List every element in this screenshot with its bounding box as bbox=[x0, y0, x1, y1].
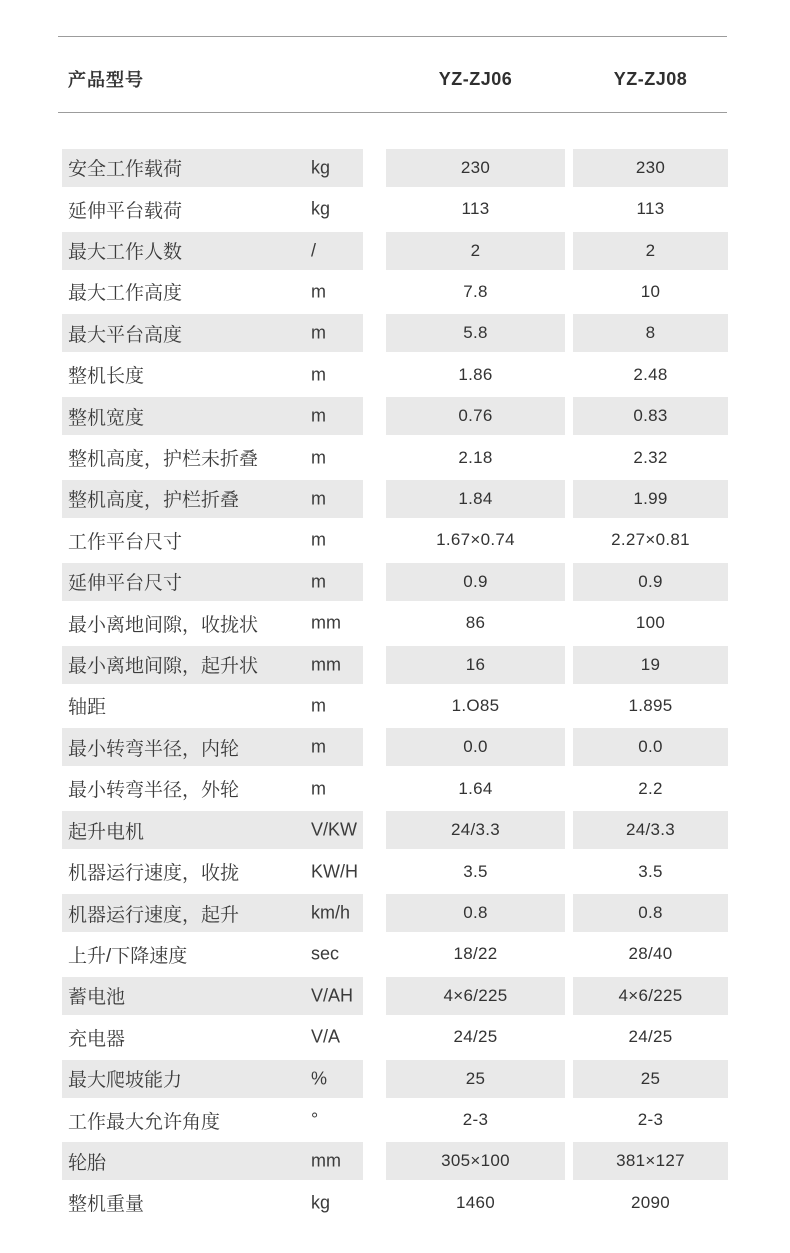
spec-label bbox=[62, 728, 363, 766]
spec-value-zj06: 24/3.3 bbox=[386, 811, 565, 849]
product-model-title: 产品型号 bbox=[68, 70, 144, 90]
column-gap bbox=[565, 770, 573, 808]
table-row bbox=[62, 810, 728, 851]
spec-label bbox=[62, 604, 363, 642]
spec-value-zj08: 19 bbox=[573, 646, 728, 684]
spec-unit: m bbox=[311, 281, 326, 302]
spec-unit: mm bbox=[311, 612, 341, 633]
column-gap bbox=[565, 1060, 573, 1098]
column-gap bbox=[363, 1184, 386, 1222]
spec-value-zj08: 4×6/225 bbox=[573, 977, 728, 1015]
spec-label-text: 整机高度，护栏未折叠 bbox=[68, 449, 259, 471]
table-row bbox=[62, 892, 728, 933]
table-row bbox=[62, 851, 728, 892]
column-gap bbox=[565, 314, 573, 352]
spec-label bbox=[62, 1060, 363, 1098]
spec-value-zj06: 16 bbox=[386, 646, 565, 684]
spec-label bbox=[62, 439, 363, 477]
table-row bbox=[62, 1017, 728, 1058]
spec-value-zj08: 10 bbox=[640, 281, 661, 301]
spec-value-zj08: 0.8 bbox=[573, 894, 728, 932]
spec-label bbox=[62, 853, 363, 891]
spec-label-text: 充电器 bbox=[68, 1028, 126, 1050]
spec-value-zj08: 2.2 bbox=[638, 778, 663, 798]
spec-value-zj06: 0.0 bbox=[386, 728, 565, 766]
column-gap bbox=[363, 190, 386, 228]
spec-value-zj06: 3.5 bbox=[463, 861, 488, 881]
column-gap bbox=[363, 935, 386, 973]
spec-label bbox=[62, 273, 363, 311]
table-row bbox=[62, 354, 728, 395]
spec-unit: m bbox=[311, 529, 326, 550]
spec-unit: V/KW bbox=[311, 819, 358, 840]
spec-unit: % bbox=[311, 1068, 328, 1089]
spec-value-zj08: 3.5 bbox=[638, 861, 663, 881]
column-gap bbox=[565, 273, 573, 311]
table-row bbox=[62, 768, 728, 809]
column-gap bbox=[363, 439, 386, 477]
spec-value-zj06: 0.76 bbox=[386, 397, 565, 435]
column-gap bbox=[363, 728, 386, 766]
column-gap bbox=[363, 563, 386, 601]
spec-value-zj06: 1.O85 bbox=[451, 695, 500, 715]
spec-label bbox=[62, 232, 363, 270]
column-gap bbox=[363, 1060, 386, 1098]
column-gap bbox=[363, 149, 386, 187]
spec-label-text: 工作平台尺寸 bbox=[68, 531, 183, 553]
spec-unit: kg bbox=[311, 1192, 331, 1213]
column-gap bbox=[565, 687, 573, 725]
column-gap bbox=[363, 977, 386, 1015]
spec-label-text: 最小转弯半径，外轮 bbox=[68, 780, 240, 802]
table-row bbox=[62, 975, 728, 1016]
spec-value-zj06: 230 bbox=[386, 149, 565, 187]
spec-unit: KW/H bbox=[311, 861, 358, 882]
column-gap bbox=[565, 604, 573, 642]
spec-value-zj06: 113 bbox=[461, 199, 490, 219]
spec-label-text: 安全工作载荷 bbox=[68, 159, 183, 181]
spec-value-zj08: 0.83 bbox=[573, 397, 728, 435]
column-gap bbox=[363, 853, 386, 891]
table-row bbox=[62, 395, 728, 436]
table-row bbox=[62, 602, 728, 643]
spec-label-text: 轮胎 bbox=[68, 1152, 107, 1174]
column-gap bbox=[565, 1142, 573, 1180]
column-gap bbox=[565, 977, 573, 1015]
spec-label-text: 最小离地间隙，收拢状 bbox=[68, 614, 259, 636]
spec-label bbox=[62, 356, 363, 394]
spec-label bbox=[62, 1184, 363, 1222]
spec-value-zj06: 7.8 bbox=[463, 281, 488, 301]
table-row bbox=[62, 561, 728, 602]
spec-value-zj08: 25 bbox=[573, 1060, 728, 1098]
spec-label-text: 起升电机 bbox=[68, 821, 145, 843]
spec-value-zj08: 2.27×0.81 bbox=[611, 530, 690, 550]
spec-value-zj08: 230 bbox=[573, 149, 728, 187]
spec-label-text: 最大平台高度 bbox=[68, 324, 183, 346]
table-row bbox=[62, 1141, 728, 1182]
spec-unit: ° bbox=[311, 1109, 319, 1130]
column-gap bbox=[363, 480, 386, 518]
spec-value-zj08: 8 bbox=[573, 314, 728, 352]
table-row bbox=[62, 1099, 728, 1140]
spec-value-zj08: 2090 bbox=[630, 1192, 671, 1212]
column-gap bbox=[565, 563, 573, 601]
spec-label bbox=[62, 521, 363, 559]
table-row bbox=[62, 313, 728, 354]
spec-value-zj08: 2-3 bbox=[637, 1110, 664, 1130]
spec-label-text: 蓄电池 bbox=[68, 987, 126, 1009]
spec-unit: m bbox=[311, 778, 326, 799]
spec-unit: kg bbox=[311, 157, 331, 178]
column-gap bbox=[565, 190, 573, 228]
column-gap bbox=[565, 728, 573, 766]
spec-value-zj08: 28/40 bbox=[628, 944, 673, 964]
column-gap bbox=[565, 853, 573, 891]
spec-label-text: 机器运行速度，起升 bbox=[68, 904, 240, 926]
column-gap bbox=[363, 273, 386, 311]
spec-label-text: 整机重量 bbox=[68, 1194, 145, 1216]
spec-label-text: 机器运行速度，收拢 bbox=[68, 863, 240, 885]
table-row bbox=[62, 520, 728, 561]
column-gap bbox=[363, 894, 386, 932]
spec-label-text: 整机高度，护栏折叠 bbox=[68, 490, 240, 512]
column-gap bbox=[363, 1018, 386, 1056]
spec-label bbox=[62, 1101, 363, 1139]
spec-unit: mm bbox=[311, 1150, 341, 1171]
spec-label-text: 轴距 bbox=[68, 697, 107, 719]
column-gap bbox=[363, 397, 386, 435]
spec-label bbox=[62, 811, 363, 849]
column-gap bbox=[363, 314, 386, 352]
spec-unit: / bbox=[311, 240, 317, 261]
column-gap bbox=[363, 811, 386, 849]
spec-label-text: 最小离地间隙，起升状 bbox=[68, 656, 259, 678]
table-row bbox=[62, 188, 728, 229]
spec-unit: V/AH bbox=[311, 985, 354, 1006]
spec-label-text: 延伸平台载荷 bbox=[68, 200, 183, 222]
spec-label-text: 最大爬坡能力 bbox=[68, 1070, 183, 1092]
spec-unit: m bbox=[311, 405, 326, 426]
spec-unit: m bbox=[311, 488, 326, 509]
spec-value-zj06: 2 bbox=[386, 232, 565, 270]
spec-label-text: 工作最大允许角度 bbox=[68, 1111, 221, 1133]
column-gap bbox=[565, 232, 573, 270]
column-gap bbox=[363, 770, 386, 808]
spec-label bbox=[62, 397, 363, 435]
column-gap bbox=[565, 521, 573, 559]
spec-value-zj06: 0.8 bbox=[386, 894, 565, 932]
spec-value-zj06: 1.84 bbox=[386, 480, 565, 518]
spec-value-zj06: 18/22 bbox=[453, 944, 498, 964]
spec-unit: sec bbox=[311, 943, 340, 964]
spec-value-zj06: 305×100 bbox=[386, 1142, 565, 1180]
spec-value-zj08: 2.32 bbox=[633, 447, 668, 467]
column-gap bbox=[565, 935, 573, 973]
spec-unit: km/h bbox=[311, 902, 351, 923]
spec-label bbox=[62, 149, 363, 187]
column-gap bbox=[363, 232, 386, 270]
spec-unit: kg bbox=[311, 198, 331, 219]
column-gap bbox=[565, 149, 573, 187]
spec-label-text: 延伸平台尺寸 bbox=[68, 573, 183, 595]
table-row bbox=[62, 271, 728, 312]
column-gap bbox=[565, 1184, 573, 1222]
spec-value-zj06: 4×6/225 bbox=[386, 977, 565, 1015]
spec-value-zj06: 0.9 bbox=[386, 563, 565, 601]
model-column-header-zj06: YZ-ZJ06 bbox=[438, 68, 513, 89]
column-gap bbox=[363, 1142, 386, 1180]
spec-table bbox=[62, 147, 728, 1224]
column-gap bbox=[565, 397, 573, 435]
column-gap bbox=[565, 480, 573, 518]
column-gap bbox=[363, 646, 386, 684]
spec-value-zj06: 1.64 bbox=[458, 778, 493, 798]
table-row bbox=[62, 1058, 728, 1099]
spec-value-zj06: 1.86 bbox=[458, 364, 493, 384]
spec-unit: m bbox=[311, 364, 326, 385]
spec-label bbox=[62, 687, 363, 725]
spec-value-zj06: 2.18 bbox=[458, 447, 493, 467]
table-row bbox=[62, 437, 728, 478]
model-column-header-zj08: YZ-ZJ08 bbox=[613, 68, 688, 89]
spec-value-zj06: 1.67×0.74 bbox=[436, 530, 515, 550]
spec-value-zj08: 2 bbox=[573, 232, 728, 270]
column-gap bbox=[565, 439, 573, 477]
spec-unit: m bbox=[311, 571, 326, 592]
spec-value-zj06: 5.8 bbox=[386, 314, 565, 352]
spec-unit: V/A bbox=[311, 1026, 341, 1047]
table-row bbox=[62, 934, 728, 975]
column-gap bbox=[565, 1101, 573, 1139]
spec-value-zj08: 24/25 bbox=[628, 1027, 673, 1047]
column-gap bbox=[565, 1018, 573, 1056]
spec-unit: m bbox=[311, 322, 326, 343]
divider-line-bottom bbox=[58, 112, 727, 113]
table-row bbox=[62, 478, 728, 519]
spec-label bbox=[62, 1018, 363, 1056]
table-header bbox=[62, 36, 728, 112]
table-row bbox=[62, 1182, 728, 1223]
table-row bbox=[62, 644, 728, 685]
spec-value-zj08: 24/3.3 bbox=[573, 811, 728, 849]
column-gap bbox=[565, 356, 573, 394]
spec-label bbox=[62, 190, 363, 228]
spec-unit: mm bbox=[311, 654, 341, 675]
spec-value-zj06: 86 bbox=[465, 613, 486, 633]
spec-value-zj08: 0.0 bbox=[573, 728, 728, 766]
spec-label bbox=[62, 1142, 363, 1180]
table-row bbox=[62, 727, 728, 768]
spec-value-zj08: 381×127 bbox=[573, 1142, 728, 1180]
column-gap bbox=[363, 1101, 386, 1139]
spec-value-zj08: 100 bbox=[635, 613, 666, 633]
column-gap bbox=[565, 894, 573, 932]
spec-label bbox=[62, 480, 363, 518]
spec-value-zj08: 0.9 bbox=[573, 563, 728, 601]
spec-label-text: 整机长度 bbox=[68, 366, 145, 388]
spec-value-zj08: 113 bbox=[636, 199, 665, 219]
spec-unit: m bbox=[311, 736, 326, 757]
spec-label bbox=[62, 314, 363, 352]
spec-value-zj08: 2.48 bbox=[633, 364, 668, 384]
column-gap bbox=[565, 646, 573, 684]
column-gap bbox=[363, 521, 386, 559]
spec-label-text: 最大工作人数 bbox=[68, 242, 183, 264]
spec-unit: m bbox=[311, 447, 326, 468]
spec-label bbox=[62, 646, 363, 684]
spec-label bbox=[62, 977, 363, 1015]
table-row bbox=[62, 147, 728, 188]
column-gap bbox=[363, 604, 386, 642]
table-row bbox=[62, 685, 728, 726]
table-row bbox=[62, 230, 728, 271]
spec-label-text: 最大工作高度 bbox=[68, 283, 183, 305]
spec-value-zj08: 1.895 bbox=[628, 695, 673, 715]
spec-label-text: 整机宽度 bbox=[68, 407, 145, 429]
spec-label bbox=[62, 935, 363, 973]
spec-label bbox=[62, 770, 363, 808]
column-gap bbox=[363, 687, 386, 725]
spec-label-text: 上升/下降速度 bbox=[68, 945, 188, 967]
spec-value-zj06: 24/25 bbox=[453, 1027, 498, 1047]
column-gap bbox=[565, 811, 573, 849]
spec-value-zj06: 25 bbox=[386, 1060, 565, 1098]
spec-unit: m bbox=[311, 695, 326, 716]
spec-value-zj06: 2-3 bbox=[462, 1110, 489, 1130]
column-gap bbox=[363, 356, 386, 394]
spec-label-text: 最小转弯半径，内轮 bbox=[68, 738, 240, 760]
spec-value-zj06: 1460 bbox=[455, 1192, 496, 1212]
spec-value-zj08: 1.99 bbox=[573, 480, 728, 518]
spec-label bbox=[62, 894, 363, 932]
spec-label bbox=[62, 563, 363, 601]
